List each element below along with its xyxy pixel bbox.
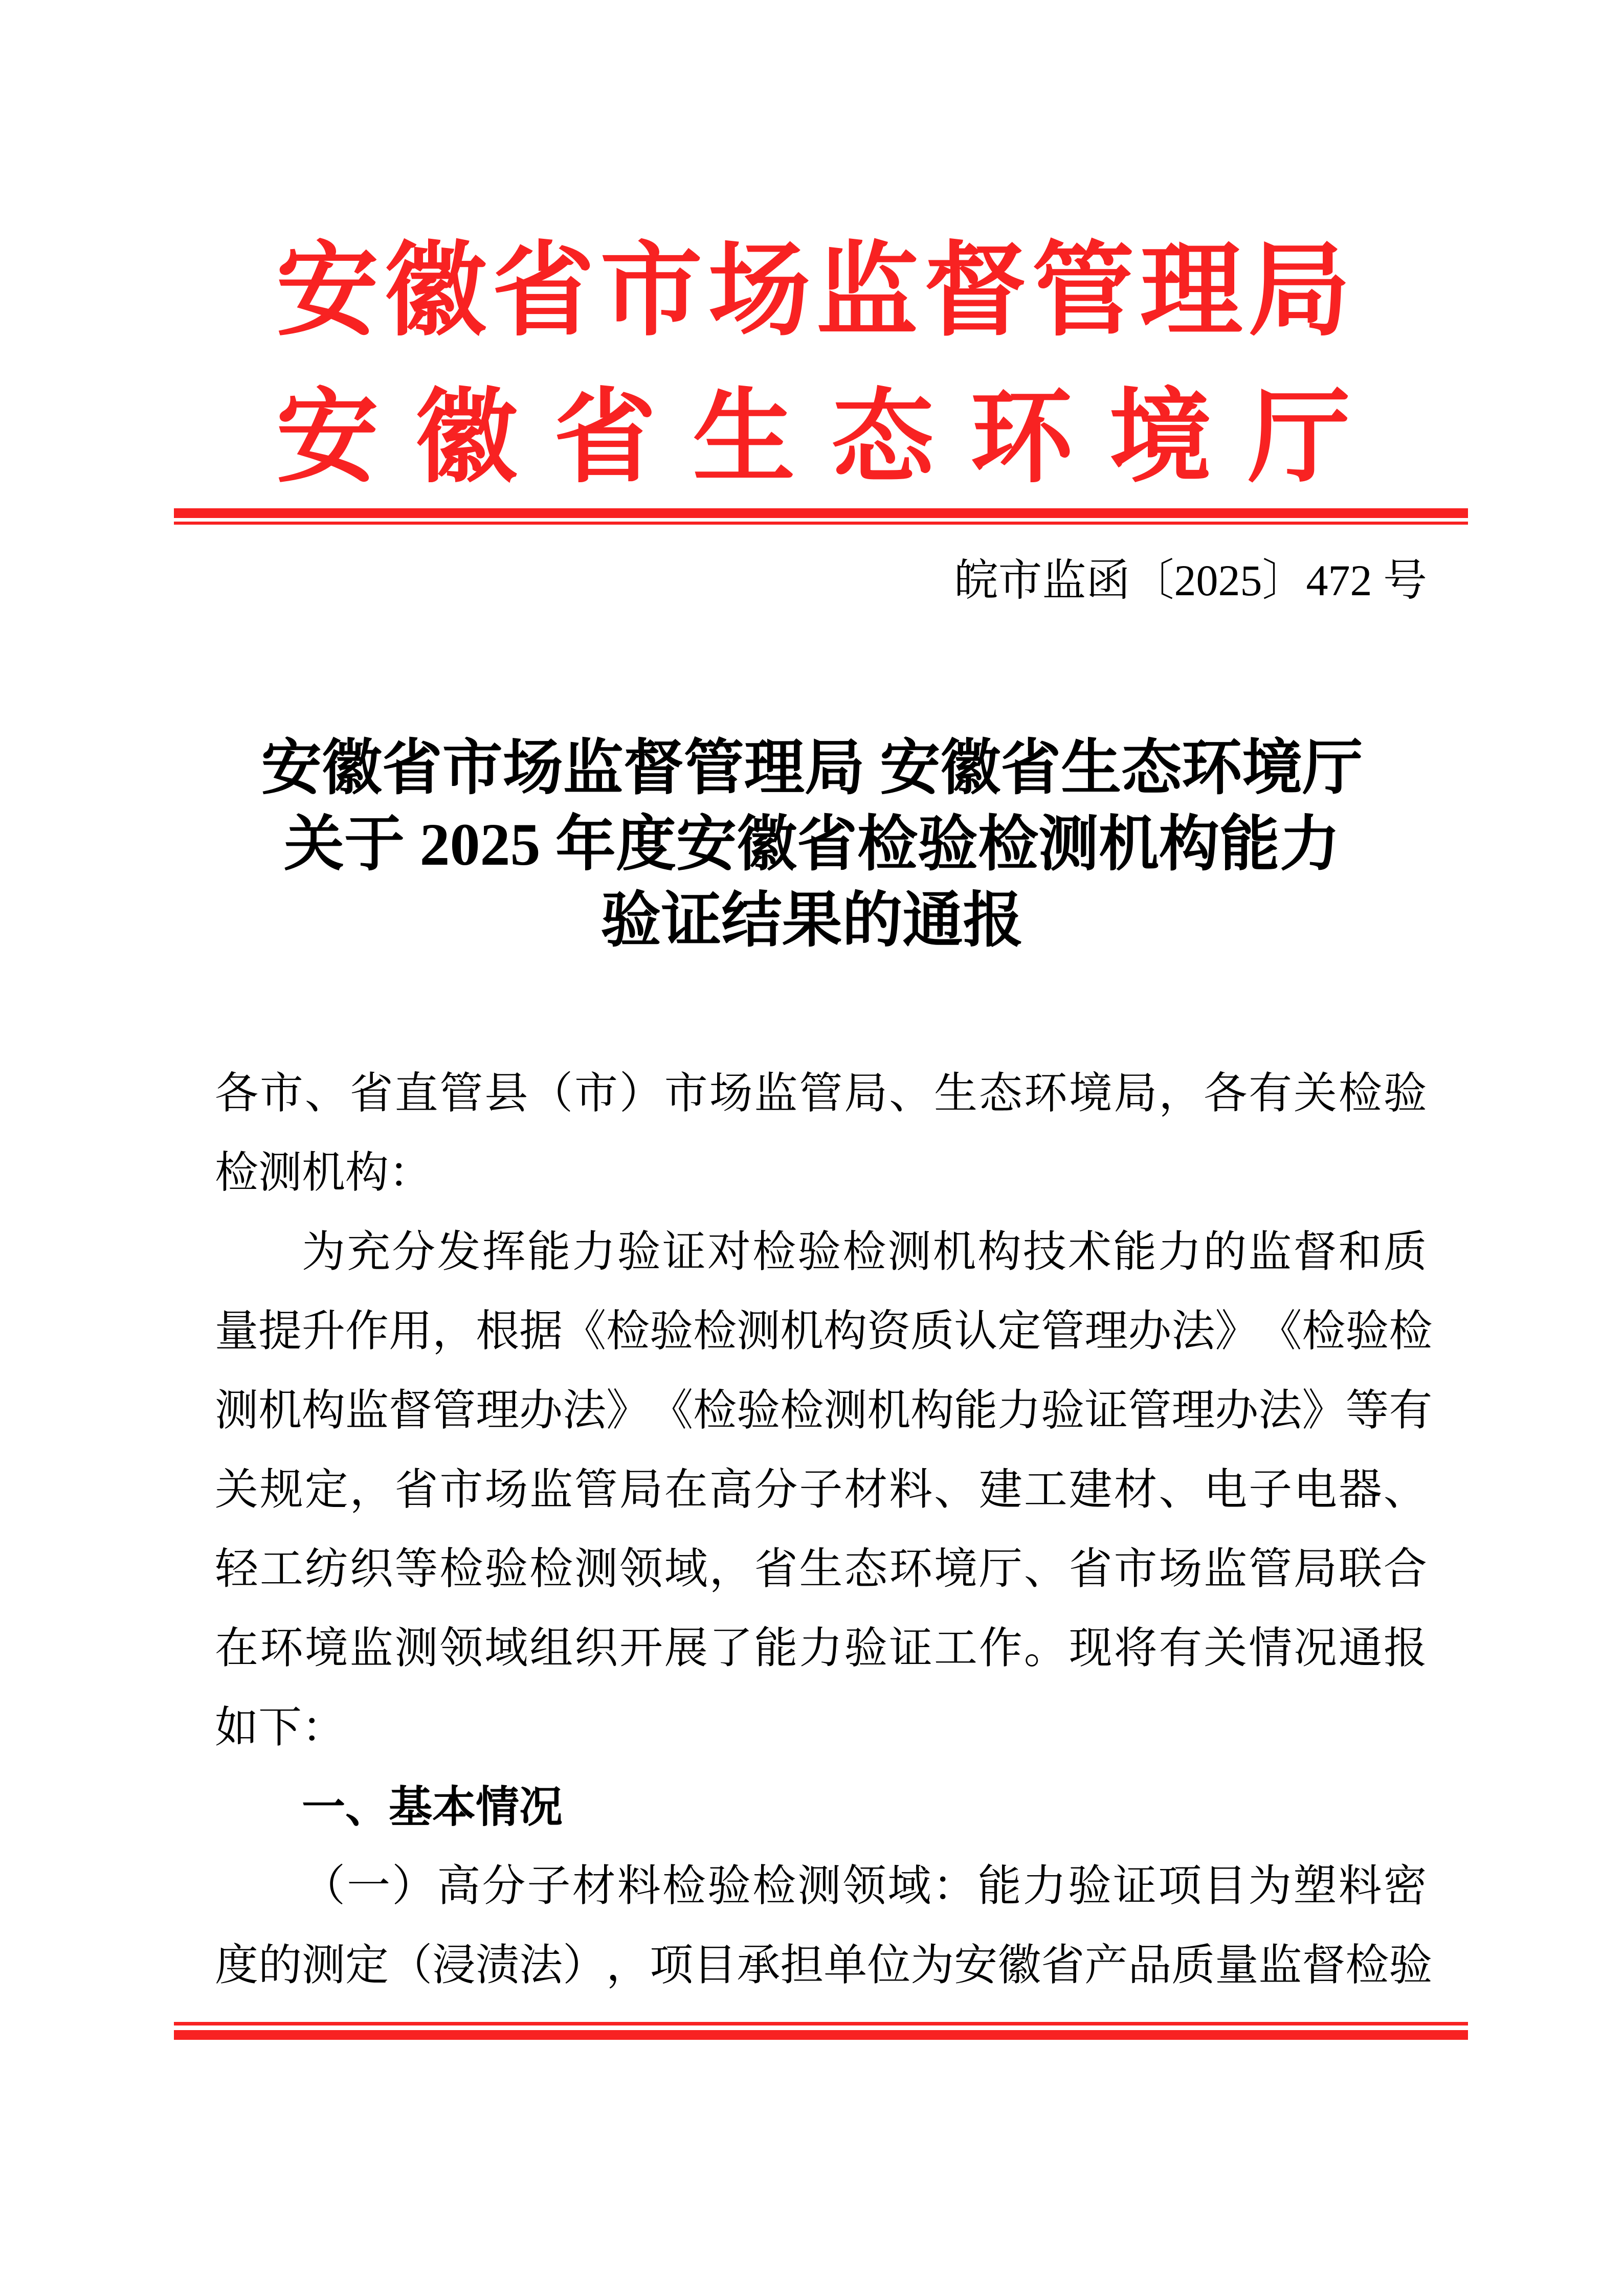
body-line bbox=[215, 1371, 1433, 1451]
char: 能 bbox=[977, 1862, 1021, 1910]
document-number: 皖市监函〔2025〕472 号 bbox=[954, 556, 1427, 605]
char: 一 bbox=[347, 1862, 391, 1910]
body-line bbox=[215, 1054, 1427, 1134]
char: 合 bbox=[1383, 1545, 1427, 1593]
char: 证 bbox=[1084, 1387, 1128, 1435]
char: （ bbox=[389, 1942, 433, 1990]
char: 机 bbox=[932, 1228, 976, 1276]
char: 力 bbox=[572, 1228, 616, 1276]
char: 定 bbox=[345, 1942, 389, 1990]
char: 用 bbox=[389, 1308, 433, 1356]
char: 监 bbox=[1258, 1942, 1302, 1990]
char: 》 bbox=[606, 1387, 650, 1435]
char: 构 bbox=[910, 1387, 954, 1435]
char: 省 bbox=[492, 235, 595, 348]
char: 、 bbox=[934, 1466, 978, 1514]
char: 检 bbox=[752, 1228, 796, 1276]
char: 境 bbox=[934, 1545, 978, 1593]
char: 量 bbox=[215, 1308, 259, 1356]
char: 境 bbox=[1069, 1070, 1113, 1118]
char: 领 bbox=[619, 1545, 663, 1593]
char: 质 bbox=[1383, 1228, 1427, 1276]
char: 料 bbox=[889, 1466, 933, 1514]
char: 管 bbox=[1032, 235, 1134, 348]
char: 品 bbox=[1128, 1942, 1172, 1990]
char: 量 bbox=[1215, 1942, 1259, 1990]
char: 单 bbox=[824, 1942, 867, 1990]
char: 局 bbox=[1294, 1545, 1338, 1593]
char: 、 bbox=[1159, 1466, 1203, 1514]
document-title bbox=[0, 730, 1624, 959]
char: 分 bbox=[482, 1862, 526, 1910]
char: 为 bbox=[302, 1228, 346, 1276]
char: 认 bbox=[954, 1308, 998, 1356]
char: 挥 bbox=[482, 1228, 526, 1276]
char: 项 bbox=[1158, 1862, 1202, 1910]
char: 检 bbox=[1389, 1308, 1433, 1356]
char: 有 bbox=[1249, 1070, 1293, 1118]
char: 理 bbox=[1084, 1308, 1128, 1356]
char: 监 bbox=[529, 1466, 573, 1514]
char: 测 bbox=[574, 1545, 618, 1593]
char: 纺 bbox=[304, 1545, 348, 1593]
char: 验 bbox=[1389, 1942, 1433, 1990]
char: 规 bbox=[259, 1466, 303, 1514]
footer-divider-thin bbox=[174, 2022, 1468, 2025]
char: 办 bbox=[1128, 1308, 1172, 1356]
char: ， bbox=[432, 1308, 476, 1356]
char: 检 bbox=[693, 1308, 737, 1356]
char: 关 bbox=[1204, 1625, 1248, 1673]
char: 市 bbox=[574, 1070, 618, 1118]
char: 浸 bbox=[432, 1942, 476, 1990]
char: 、 bbox=[889, 1070, 933, 1118]
char: 监 bbox=[754, 1070, 798, 1118]
char: 等 bbox=[1345, 1387, 1389, 1435]
char: 局 bbox=[619, 1466, 663, 1514]
char: 领 bbox=[842, 1862, 886, 1910]
char: 织 bbox=[349, 1545, 393, 1593]
char: 机 bbox=[780, 1308, 824, 1356]
char: 环 bbox=[259, 1625, 303, 1673]
char: 分 bbox=[754, 1466, 798, 1514]
char: 为 bbox=[910, 1942, 954, 1990]
char: 测 bbox=[887, 1228, 931, 1276]
char: 理 bbox=[476, 1387, 520, 1435]
char: 建 bbox=[1069, 1466, 1113, 1514]
title-line-1: 安徽省市场监督管理局 安徽省生态环境厅 bbox=[261, 735, 1363, 802]
char: 管 bbox=[1128, 1387, 1172, 1435]
char: 督 bbox=[389, 1387, 433, 1435]
char: 资 bbox=[867, 1308, 911, 1356]
char: 验 bbox=[1067, 1862, 1111, 1910]
char: 态 bbox=[978, 1070, 1022, 1118]
char: 局 bbox=[844, 1070, 888, 1118]
char: 产 bbox=[1084, 1942, 1128, 1990]
char: 管 bbox=[1249, 1545, 1293, 1593]
char: 《 bbox=[563, 1308, 607, 1356]
char: 场 bbox=[484, 1466, 528, 1514]
char: 》 bbox=[1215, 1308, 1259, 1356]
char: 生 bbox=[693, 382, 795, 495]
char: （ bbox=[529, 1070, 573, 1118]
body-line bbox=[215, 1213, 1427, 1292]
char: 承 bbox=[737, 1942, 781, 1990]
body-line: 如下： bbox=[215, 1704, 346, 1752]
char: 验 bbox=[1345, 1308, 1389, 1356]
char: 管 bbox=[574, 1466, 618, 1514]
char: 徽 bbox=[997, 1942, 1041, 1990]
char: 督 bbox=[924, 235, 1027, 348]
char: 提 bbox=[258, 1308, 302, 1356]
char: 省 bbox=[754, 1545, 798, 1593]
char: 域 bbox=[484, 1625, 528, 1673]
char: 县 bbox=[484, 1070, 528, 1118]
char: 检 bbox=[693, 1387, 737, 1435]
char: 市 bbox=[259, 1070, 303, 1118]
char: ， bbox=[1159, 1070, 1203, 1118]
char: 局 bbox=[1248, 235, 1350, 348]
char: 子 bbox=[527, 1862, 571, 1910]
char: 定 bbox=[997, 1308, 1041, 1356]
char: 关 bbox=[1294, 1070, 1338, 1118]
char: 场 bbox=[708, 235, 811, 348]
header-divider-thick bbox=[174, 508, 1468, 518]
char: 省 bbox=[394, 1466, 438, 1514]
char: 、 bbox=[1383, 1466, 1427, 1514]
char: 联 bbox=[1338, 1545, 1382, 1593]
char: 安 bbox=[954, 1942, 998, 1990]
document-body bbox=[215, 1054, 1433, 2006]
char: 展 bbox=[664, 1625, 708, 1673]
char: 将 bbox=[1114, 1625, 1158, 1673]
char: 了 bbox=[709, 1625, 753, 1673]
char: 高 bbox=[437, 1862, 481, 1910]
char: 《 bbox=[1258, 1308, 1302, 1356]
char: 验 bbox=[737, 1387, 781, 1435]
char: 验 bbox=[797, 1228, 841, 1276]
char: ， bbox=[709, 1545, 753, 1593]
char: 市 bbox=[439, 1466, 483, 1514]
char: 力 bbox=[1022, 1862, 1066, 1910]
char: 测 bbox=[824, 1387, 867, 1435]
header-divider-thin bbox=[174, 522, 1468, 525]
char: ） bbox=[563, 1942, 607, 1990]
char: 测 bbox=[797, 1862, 841, 1910]
char: 态 bbox=[831, 382, 934, 495]
char: 证 bbox=[889, 1625, 933, 1673]
char: 办 bbox=[519, 1387, 563, 1435]
char: 《 bbox=[650, 1387, 694, 1435]
letterhead-org-line-2 bbox=[276, 382, 1350, 495]
char: 为 bbox=[1248, 1862, 1292, 1910]
char: 料 bbox=[617, 1862, 661, 1910]
char: 材 bbox=[844, 1466, 888, 1514]
char: 生 bbox=[934, 1070, 978, 1118]
char: 证 bbox=[662, 1228, 706, 1276]
char: 建 bbox=[978, 1466, 1022, 1514]
char: 等 bbox=[394, 1545, 438, 1593]
char: 局 bbox=[1114, 1070, 1158, 1118]
char: 法 bbox=[1258, 1387, 1302, 1435]
char: 位 bbox=[867, 1942, 911, 1990]
char: 材 bbox=[572, 1862, 616, 1910]
char: 、 bbox=[1024, 1545, 1067, 1593]
char: 担 bbox=[780, 1942, 824, 1990]
char: 检 bbox=[439, 1545, 483, 1593]
char: 材 bbox=[1114, 1466, 1158, 1514]
char: 电 bbox=[1294, 1466, 1338, 1514]
char: 检 bbox=[752, 1862, 796, 1910]
char: 的 bbox=[258, 1942, 302, 1990]
char: 机 bbox=[867, 1387, 911, 1435]
char: 作 bbox=[345, 1308, 389, 1356]
char: 督 bbox=[1302, 1942, 1346, 1990]
char: 术 bbox=[1067, 1228, 1111, 1276]
char: 能 bbox=[527, 1228, 571, 1276]
char: 法 bbox=[563, 1387, 607, 1435]
char: 各 bbox=[1204, 1070, 1248, 1118]
char: 检 bbox=[842, 1228, 886, 1276]
char: 分 bbox=[392, 1228, 436, 1276]
char: 直 bbox=[394, 1070, 438, 1118]
char: 法 bbox=[519, 1942, 563, 1990]
char: 测 bbox=[394, 1625, 438, 1673]
char: 力 bbox=[799, 1625, 843, 1673]
char: 管 bbox=[439, 1070, 483, 1118]
char: 管 bbox=[1041, 1308, 1085, 1356]
char: 检 bbox=[662, 1862, 706, 1910]
char: 能 bbox=[954, 1387, 998, 1435]
char: 监 bbox=[349, 1625, 393, 1673]
letterhead-org-line-1 bbox=[276, 235, 1350, 348]
char: 构 bbox=[302, 1387, 346, 1435]
title-line-2: 关于 2025 年度安徽省检验检测机构能力 bbox=[283, 811, 1340, 878]
char: 检 bbox=[1345, 1942, 1389, 1990]
char: 项 bbox=[650, 1942, 694, 1990]
char: 机 bbox=[258, 1387, 302, 1435]
char: 、 bbox=[304, 1070, 348, 1118]
char: 省 bbox=[349, 1070, 393, 1118]
char: 测 bbox=[302, 1942, 346, 1990]
body-line bbox=[215, 1847, 1427, 1926]
char: 检 bbox=[606, 1308, 650, 1356]
char: 厅 bbox=[978, 1545, 1022, 1593]
char: 验 bbox=[617, 1228, 661, 1276]
char: 情 bbox=[1249, 1625, 1293, 1673]
char: 理 bbox=[1171, 1387, 1215, 1435]
char: 技 bbox=[1022, 1228, 1066, 1276]
char: 和 bbox=[1338, 1228, 1382, 1276]
char: 塑 bbox=[1293, 1862, 1337, 1910]
char: 场 bbox=[709, 1070, 753, 1118]
char: 域 bbox=[664, 1545, 708, 1593]
body-line bbox=[215, 1530, 1427, 1609]
char: 据 bbox=[519, 1308, 563, 1356]
char: 现 bbox=[1069, 1625, 1113, 1673]
char: 检 bbox=[1302, 1308, 1346, 1356]
char: 有 bbox=[1389, 1387, 1433, 1435]
char: 升 bbox=[302, 1308, 346, 1356]
char: 密 bbox=[1383, 1862, 1427, 1910]
char: ） bbox=[392, 1862, 436, 1910]
char: 。 bbox=[1024, 1625, 1067, 1673]
char: 市 bbox=[600, 235, 703, 348]
char: 构 bbox=[977, 1228, 1021, 1276]
char: 充 bbox=[347, 1228, 391, 1276]
char: 料 bbox=[1338, 1862, 1382, 1910]
char: 度 bbox=[215, 1942, 259, 1990]
char: 电 bbox=[1204, 1466, 1248, 1514]
char: 轻 bbox=[215, 1545, 259, 1593]
char: 验 bbox=[1383, 1070, 1427, 1118]
char: 态 bbox=[844, 1545, 888, 1593]
char: 环 bbox=[1024, 1070, 1067, 1118]
char: 在 bbox=[664, 1466, 708, 1514]
char: 况 bbox=[1294, 1625, 1338, 1673]
char: 能 bbox=[754, 1625, 798, 1673]
char: 力 bbox=[997, 1387, 1041, 1435]
char: 报 bbox=[1383, 1625, 1427, 1673]
char: 验 bbox=[707, 1862, 751, 1910]
char: 境 bbox=[1109, 382, 1212, 495]
char: 环 bbox=[889, 1545, 933, 1593]
section-heading: 一、基本情况 bbox=[302, 1783, 563, 1832]
char: 测 bbox=[215, 1387, 259, 1435]
char: 组 bbox=[529, 1625, 573, 1673]
char: 验 bbox=[484, 1545, 528, 1593]
char: 法 bbox=[1171, 1308, 1215, 1356]
char: 质 bbox=[910, 1308, 954, 1356]
body-line: 检测机构： bbox=[215, 1149, 433, 1197]
char: 管 bbox=[432, 1387, 476, 1435]
char: 有 bbox=[1159, 1625, 1203, 1673]
char: 检 bbox=[1338, 1070, 1382, 1118]
char: 检 bbox=[529, 1545, 573, 1593]
char: 工 bbox=[934, 1625, 978, 1673]
body-line bbox=[215, 1609, 1427, 1689]
char: 构 bbox=[824, 1308, 867, 1356]
title-line-3: 验证结果的通报 bbox=[600, 887, 1024, 954]
char: 监 bbox=[816, 235, 919, 348]
char: 根 bbox=[476, 1308, 520, 1356]
char: ） bbox=[619, 1070, 663, 1118]
char: 徽 bbox=[384, 235, 487, 348]
char: 省 bbox=[553, 382, 656, 495]
char: 高 bbox=[709, 1466, 753, 1514]
char: 子 bbox=[1249, 1466, 1293, 1514]
char: 发 bbox=[437, 1228, 481, 1276]
char: 定 bbox=[304, 1466, 348, 1514]
char: 渍 bbox=[476, 1942, 520, 1990]
char: 境 bbox=[304, 1625, 348, 1673]
char: 管 bbox=[799, 1070, 843, 1118]
char: 省 bbox=[1041, 1942, 1085, 1990]
char: 监 bbox=[1204, 1545, 1248, 1593]
char: 安 bbox=[276, 382, 379, 495]
char: 市 bbox=[664, 1070, 708, 1118]
char: 验 bbox=[650, 1308, 694, 1356]
char: 市 bbox=[1114, 1545, 1158, 1593]
body-line bbox=[215, 1292, 1433, 1371]
char: 验 bbox=[1041, 1387, 1085, 1435]
char: 证 bbox=[1113, 1862, 1156, 1910]
char: 监 bbox=[1248, 1228, 1292, 1276]
char: 徽 bbox=[415, 382, 518, 495]
char: ， bbox=[606, 1942, 650, 1990]
char: 各 bbox=[215, 1070, 259, 1118]
char: （ bbox=[302, 1862, 346, 1910]
char: ， bbox=[349, 1466, 393, 1514]
char: 理 bbox=[1140, 235, 1242, 348]
char: 通 bbox=[1338, 1625, 1382, 1673]
char: 质 bbox=[1171, 1942, 1215, 1990]
char: 的 bbox=[1203, 1228, 1247, 1276]
body-line bbox=[215, 1926, 1433, 2006]
char: 目 bbox=[693, 1942, 737, 1990]
char: 督 bbox=[1293, 1228, 1337, 1276]
char: 目 bbox=[1203, 1862, 1247, 1910]
char: 厅 bbox=[1248, 382, 1350, 495]
char: ： bbox=[932, 1862, 976, 1910]
char: 办 bbox=[1215, 1387, 1259, 1435]
char: 验 bbox=[844, 1625, 888, 1673]
char: 子 bbox=[799, 1466, 843, 1514]
char: 测 bbox=[737, 1308, 781, 1356]
char: 》 bbox=[1302, 1387, 1346, 1435]
body-line bbox=[215, 1451, 1427, 1530]
char: 能 bbox=[1113, 1228, 1156, 1276]
char: 监 bbox=[345, 1387, 389, 1435]
char: 场 bbox=[1159, 1545, 1203, 1593]
char: 关 bbox=[215, 1466, 259, 1514]
char: 生 bbox=[799, 1545, 843, 1593]
footer-divider-thick bbox=[174, 2030, 1468, 2040]
char: 在 bbox=[215, 1625, 259, 1673]
char: 环 bbox=[970, 382, 1073, 495]
char: 检 bbox=[780, 1387, 824, 1435]
char: 织 bbox=[574, 1625, 618, 1673]
char: 域 bbox=[887, 1862, 931, 1910]
char: 工 bbox=[1024, 1466, 1067, 1514]
char: 省 bbox=[1069, 1545, 1113, 1593]
char: 作 bbox=[978, 1625, 1022, 1673]
char: 开 bbox=[619, 1625, 663, 1673]
char: 对 bbox=[707, 1228, 751, 1276]
char: 安 bbox=[276, 235, 379, 348]
char: 力 bbox=[1158, 1228, 1202, 1276]
char: 工 bbox=[259, 1545, 303, 1593]
char: 器 bbox=[1338, 1466, 1382, 1514]
char: 领 bbox=[439, 1625, 483, 1673]
